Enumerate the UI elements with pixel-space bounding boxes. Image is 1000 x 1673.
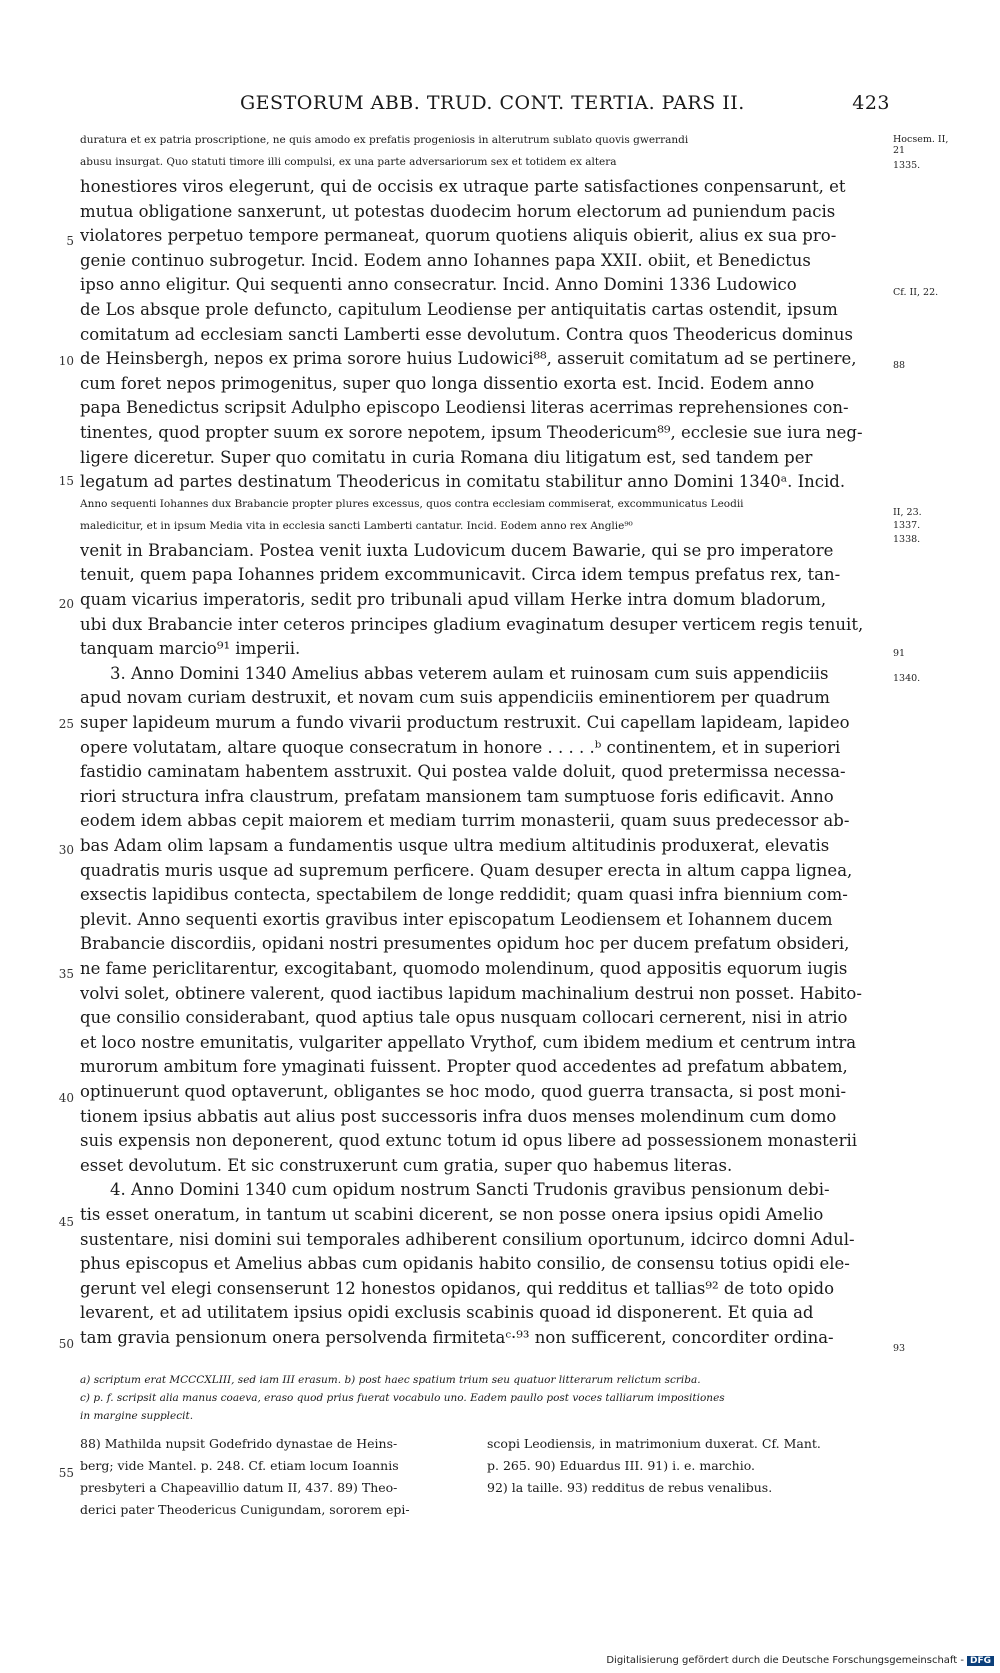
text-line: mutua obligatione sanxerunt, ut potestas duodecim horum electorum ad puniendum pacis xyxy=(80,201,836,221)
margin-note: 1340. xyxy=(893,673,921,684)
text-line: genie continuo subrogetur. Incid. Eodem anno Iohannes papa XXII. obiit, et Benedictus xyxy=(80,250,811,270)
text-line: gerunt vel elegi consenserunt 12 honestos opidanos, qui redditus et tallias⁹² de toto opido xyxy=(80,1278,835,1298)
text-line: quadratis muris usque ad supremum perficere. Quam desuper erecta in altum cappa lignea, xyxy=(80,860,853,880)
line-number: 30 xyxy=(58,843,74,857)
text-line: phus episcopus et Amelius abbas cum opidanis habito consilio, de consensu totius opidi ele- xyxy=(80,1254,850,1274)
line-number: 25 xyxy=(58,717,74,731)
margin-note: 88 xyxy=(893,360,906,371)
text-line: maledicitur, et in ipsum Media vita in ecclesia sancti Lamberti cantatur. Incid. Eodem anno rex Anglie⁹⁰ xyxy=(80,519,633,532)
text-line: suis expensis non deponerent, quod extunc totum id opus libere ad possessionem monasterii xyxy=(80,1131,858,1151)
running-title: GESTORUM ABB. TRUD. CONT. TERTIA. PARS II. xyxy=(240,92,745,114)
footnote-line: 88) Mathilda nupsit Godefrido dynastae de Heins- xyxy=(80,1436,398,1451)
text-line: tis esset oneratum, in tantum ut scabini dicerent, se non posse onera ipsius opidi Amelio xyxy=(80,1205,824,1224)
margin-note: 93 xyxy=(893,1343,906,1354)
text-line: opere volutatam, altare quoque consecratum in honore . . . . .ᵇ continentem, et in superiori xyxy=(80,737,841,757)
text-line: tionem ipsius abbatis aut alius post successoris infra duos menses molendinum cum domo xyxy=(80,1106,837,1126)
text-line: legatum ad partes destinatum Theodericus in comitatu stabilitur anno Domini 1340ᵃ. Incid. xyxy=(80,472,846,492)
margin-note: 1335. xyxy=(893,160,921,171)
dfg-logo: DFG xyxy=(967,1656,994,1666)
text-line: levarent, et ad utilitatem ipsius opidi exclusis scabinis quoad id disponerent. Et quia ad xyxy=(80,1303,814,1323)
text-line: riori structura infra claustrum, prefatam mansionem tam sumptuose foris edificavit. Anno xyxy=(80,786,834,806)
text-line: violatores perpetuo tempore permaneat, quorum quotiens aliquis obierit, alius ex sua pro- xyxy=(80,226,837,246)
line-number: 45 xyxy=(58,1215,74,1229)
margin-note: 91 xyxy=(893,648,906,659)
footnote-line: p. 265. 90) Eduardus III. 91) i. e. marchio. xyxy=(487,1458,755,1473)
text-line: apud novam curiam destruxit, et novam cum suis appendiciis eminentiorem per quadrum xyxy=(80,688,830,708)
footnote-line: presbyteri a Chapeavillio datum II, 437. 89) Theo- xyxy=(80,1480,398,1495)
page-header xyxy=(80,92,890,120)
text-line: papa Benedictus scripsit Adulpho episcopo Leodiensi literas acerrimas reprehensiones con- xyxy=(80,398,849,418)
text-line: venit in Brabanciam. Postea venit iuxta Ludovicum ducem Bawarie, qui se pro imperatore xyxy=(80,540,834,560)
line-number: 50 xyxy=(58,1337,74,1351)
text-line: tenuit, quem papa Iohannes pridem excommunicavit. Circa idem tempus prefatus rex, tan- xyxy=(80,565,841,585)
footnote-line: derici pater Theodericus Cunigundam, sororem epi- xyxy=(80,1502,410,1517)
text-line: abusu insurgat. Quo statuti timore illi compulsi, ex una parte adversariorum sex et totidem ex altera xyxy=(80,156,617,168)
margin-note: 1337. xyxy=(893,520,921,531)
text-line: murorum ambitum fore ymaginati fuissent. Propter quod accedentes ad prefatum abbatem, xyxy=(80,1057,848,1077)
text-line: honestiores viros elegerunt, qui de occisis ex utraque parte satisfactiones conpensarunt, et xyxy=(80,177,846,196)
text-line: et loco nostre emunitatis, vulgariter appellato Vrythof, cum ibidem medium et centrum intra xyxy=(80,1032,857,1052)
text-line: cum foret nepos primogenitus, super quo longa dissentio exorta est. Incid. Eodem anno xyxy=(80,373,815,393)
line-number: 40 xyxy=(58,1091,74,1105)
margin-note: Cf. II, 22. xyxy=(893,287,939,298)
line-number: 55 xyxy=(58,1466,74,1480)
critical-note: in margine supplecit. xyxy=(80,1410,194,1422)
text-line: quam vicarius imperatoris, sedit pro tribunali apud villam Herke intra domum bladorum, xyxy=(80,590,827,609)
text-line: 4. Anno Domini 1340 cum opidum nostrum Sancti Trudonis gravibus pensionum debi- xyxy=(110,1180,830,1200)
critical-note: a) scriptum erat MCCCXLIII, sed iam III erasum. b) post haec spatium trium seu quatuor litterarum relictum scriba. xyxy=(80,1374,701,1386)
critical-note: c) p. f. scripsit alia manus coaeva, eraso quod prius fuerat vocabulo uno. Eadem paullo post voces talliarum impositiones xyxy=(80,1392,725,1404)
text-line: exsectis lapidibus contecta, spectabilem de longe reddidit; quam quasi infra biennium com- xyxy=(80,885,848,905)
text-line: de Los absque prole defuncto, capitulum Leodiense per antiquitatis cartas ostendit, ipsum xyxy=(80,300,838,319)
line-number: 35 xyxy=(58,967,74,981)
footnote-line: scopi Leodiensis, in matrimonium duxerat. Cf. Mant. xyxy=(487,1436,821,1451)
text-line: plevit. Anno sequenti exortis gravibus inter episcopatum Leodiensem et Iohannem ducem xyxy=(80,909,833,929)
text-line: sustentare, nisi domini sui temporales adhiberent consilium oportunum, idcirco domni Adul- xyxy=(80,1229,855,1249)
text-line: Anno sequenti Iohannes dux Brabancie propter plures excessus, quos contra ecclesiam commiserat, excommunicatus Leodii xyxy=(80,497,744,510)
line-number: 15 xyxy=(58,474,74,488)
margin-note: 1338. xyxy=(893,534,921,545)
text-line: de Heinsbergh, nepos ex prima sorore huius Ludowici⁸⁸, asseruit comitatum ad se pertinere, xyxy=(80,349,857,369)
text-line: tanquam marcio⁹¹ imperii. xyxy=(80,639,301,659)
text-line: super lapideum murum a fundo vivarii productum restruxit. Cui capellam lapideam, lapideo xyxy=(80,713,850,732)
text-line: optinuerunt quod optaverunt, obligantes se hoc modo, quod guerra transacta, si post moni- xyxy=(80,1082,847,1101)
text-line: ubi dux Brabancie inter ceteros principes gladium evaginatum desuper verticem regis tenuit, xyxy=(80,614,864,634)
text-line: tam gravia pensionum onera persolvenda firmitetaᶜ·⁹³ non sufficerent, concorditer ordina- xyxy=(80,1328,834,1347)
text-line: eodem idem abbas cepit maiorem et mediam turrim monasterii, quam suus predecessor ab- xyxy=(80,811,850,831)
digitization-credit xyxy=(606,1655,994,1666)
margin-note: Hocsem. II, 21 xyxy=(893,134,949,156)
text-line: comitatum ad ecclesiam sancti Lamberti esse devolutum. Contra quos Theodericus dominus xyxy=(80,324,854,344)
line-number: 20 xyxy=(58,597,74,611)
text-line: esset devolutum. Et sic construxerunt cum gratia, super quo habemus literas. xyxy=(80,1155,733,1175)
text-line: ligere diceretur. Super quo comitatu in curia Romana diu litigatum est, sed tandem per xyxy=(80,447,813,467)
text-line: tinentes, quod propter suum ex sorore nepotem, ipsum Theodericum⁸⁹, ecclesie sue iura neg- xyxy=(80,423,863,442)
text-line: volvi solet, obtinere valerent, quod iactibus lapidum machinalium destrui non posset. Habito- xyxy=(80,983,862,1003)
text-line: duratura et ex patria proscriptione, ne quis amodo ex prefatis progeniosis in alterutrum sublato quovis gwerrandi xyxy=(80,134,689,146)
text-line: que consilio considerabant, quod aptius tale opus nusquam collocari cernerent, nisi in atrio xyxy=(80,1008,848,1028)
line-number: 10 xyxy=(58,354,74,368)
line-number: 5 xyxy=(66,234,74,248)
text-line: Brabancie discordiis, opidani nostri presumentes opidum hoc per ducem prefatum obsideri, xyxy=(80,934,850,954)
text-line: ipso anno eligitur. Qui sequenti anno consecratur. Incid. Anno Domini 1336 Ludowico xyxy=(80,275,797,295)
footnote-line: 92) la taille. 93) redditus de rebus venalibus. xyxy=(487,1480,773,1495)
text-line: fastidio caminatam habentem asstruxit. Qui postea valde doluit, quod pretermissa necessa- xyxy=(80,762,846,782)
text-line: bas Adam olim lapsam a fundamentis usque ultra medium altitudinis produxerat, elevatis xyxy=(80,836,830,855)
margin-note: II, 23. xyxy=(893,507,922,518)
text-line: ne fame periclitarentur, excogitabant, quomodo molendinum, quod appositis equorum iugis xyxy=(80,959,848,978)
page-number: 423 xyxy=(852,92,890,114)
text-line: 3. Anno Domini 1340 Amelius abbas veterem aulam et ruinosam cum suis appendiciis xyxy=(110,663,829,683)
credit-text: Digitalisierung gefördert durch die Deutsche Forschungsgemeinschaft - xyxy=(606,1655,964,1666)
footnote-line: berg; vide Mantel. p. 248. Cf. etiam locum Ioannis xyxy=(80,1458,399,1473)
